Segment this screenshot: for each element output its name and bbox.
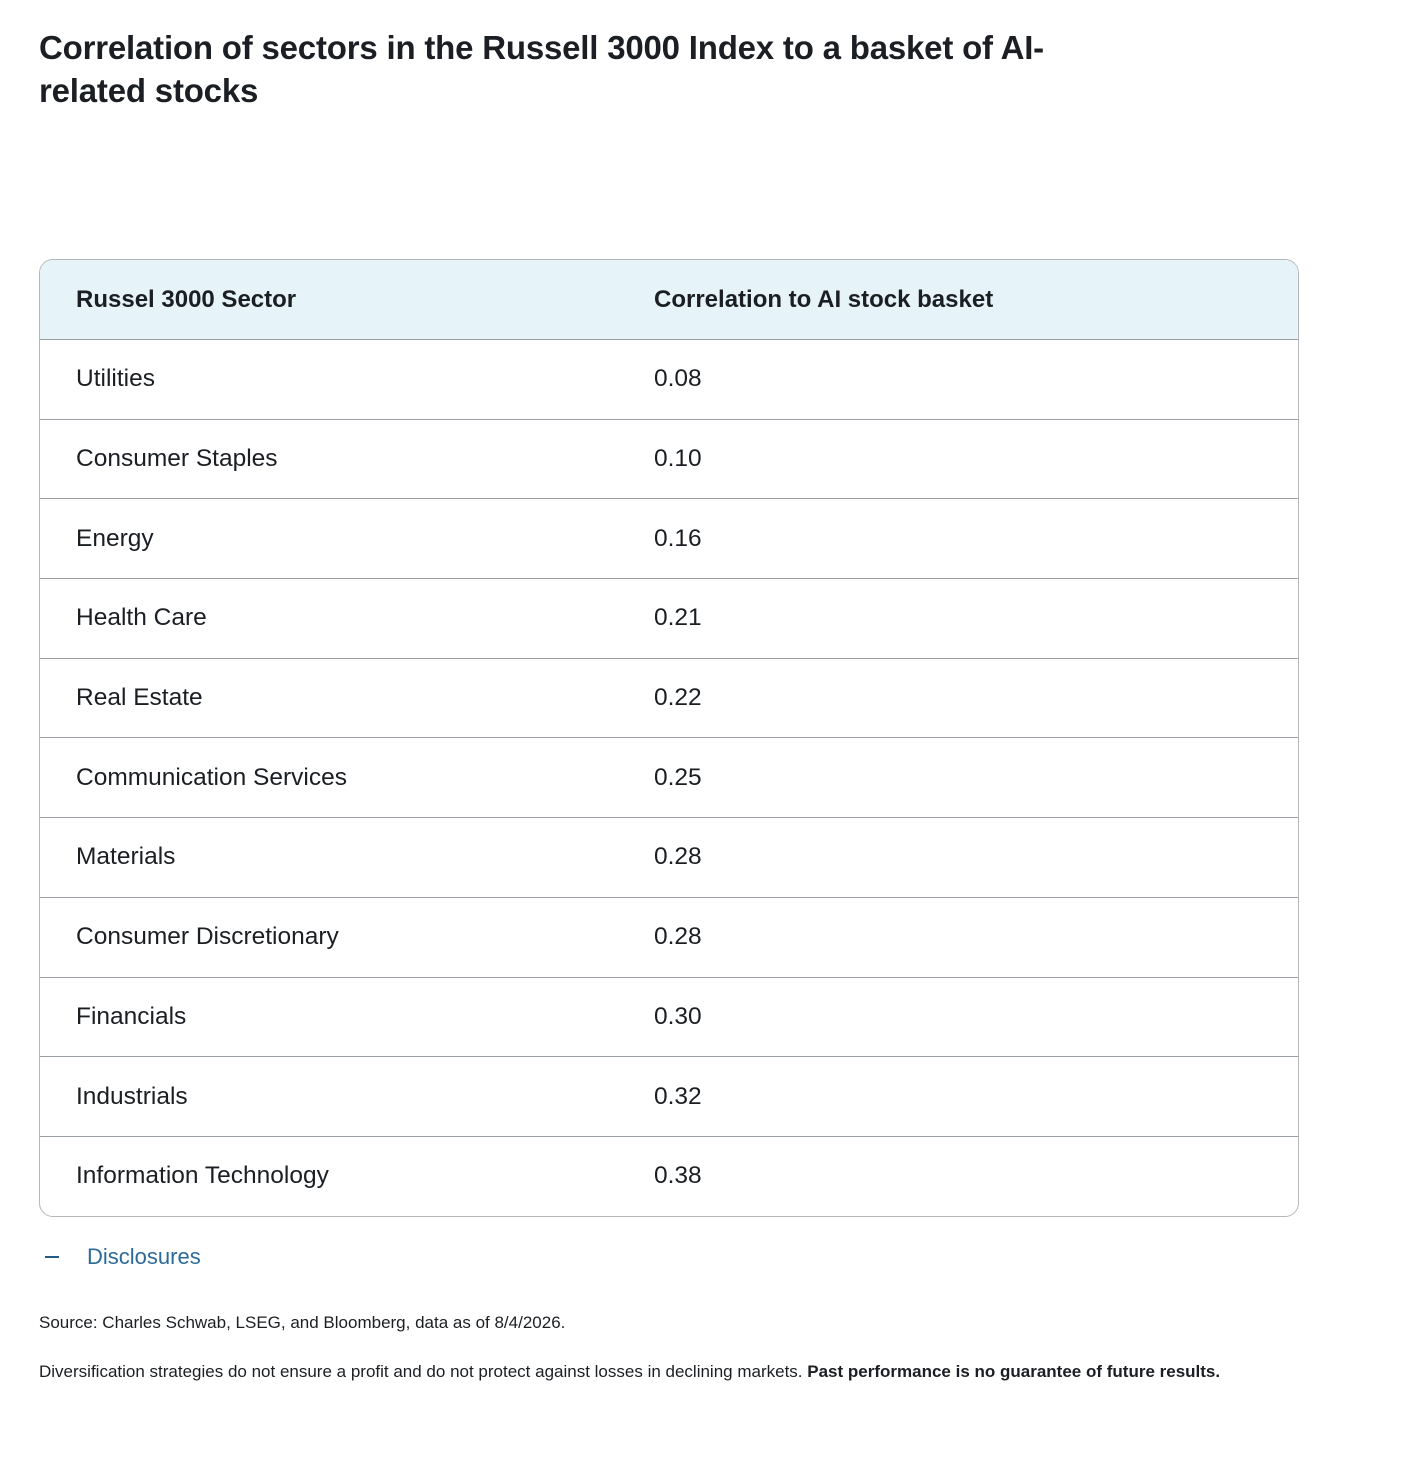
page-title: Correlation of sectors in the Russell 3000 Index to a basket of AI-related stocks [39,29,1044,109]
page [39,26,1299,1381]
correlation-table [40,260,1298,1216]
diversification-text: Diversification strategies do not ensure a profit and do not protect against losses in declining markets. [39,1362,803,1381]
correlation-cell: 0.21 [618,579,1298,659]
disclosures-toggle[interactable] [39,1242,201,1272]
minus-icon [45,1256,59,1258]
correlation-cell: 0.38 [654,1162,702,1190]
correlation-cell: 0.10 [618,419,1298,499]
sector-cell: Utilities [40,340,618,420]
table-row [40,1057,1298,1137]
sector-cell: Communication Services [40,738,618,818]
table-row [40,658,1298,738]
column-header-correlation: Correlation to AI stock basket [618,260,1298,340]
table-row [40,977,1298,1057]
sector-cell: Real Estate [40,658,618,738]
correlation-cell: 0.16 [618,499,1298,579]
sector-cell: Health Care [40,579,618,659]
diversification-note [39,1362,1339,1382]
table-row [40,818,1298,898]
table-row [40,738,1298,818]
sector-cell: Materials [40,818,618,898]
disclosures-label[interactable]: Disclosures [87,1244,201,1269]
correlation-cell: 0.25 [618,738,1298,818]
sector-cell: Energy [40,499,618,579]
correlation-cell: 0.32 [618,1057,1298,1137]
correlation-table-container [39,259,1299,1217]
column-header-sector: Russel 3000 Sector [40,260,618,340]
correlation-cell: 0.28 [618,897,1298,977]
table-row [40,419,1298,499]
past-performance-warning: Past performance is no guarantee of future results. [807,1362,1221,1381]
table-row [40,340,1298,420]
source-note: Source: Charles Schwab, LSEG, and Bloomberg, data as of 8/4/2026. [39,1313,566,1332]
correlation-cell: 0.22 [618,658,1298,738]
table-row [40,1136,1298,1215]
sector-cell: Information Technology [76,1162,329,1190]
sector-cell: Financials [40,977,618,1057]
correlation-cell: 0.28 [618,818,1298,898]
sector-cell: Industrials [40,1057,618,1137]
correlation-cell: 0.30 [618,977,1298,1057]
sector-cell: Consumer Discretionary [40,897,618,977]
table-row [40,897,1298,977]
table-row [40,499,1298,579]
table-row [40,579,1298,659]
table-header-row [40,260,1298,340]
correlation-cell: 0.08 [618,340,1298,420]
sector-cell: Consumer Staples [40,419,618,499]
